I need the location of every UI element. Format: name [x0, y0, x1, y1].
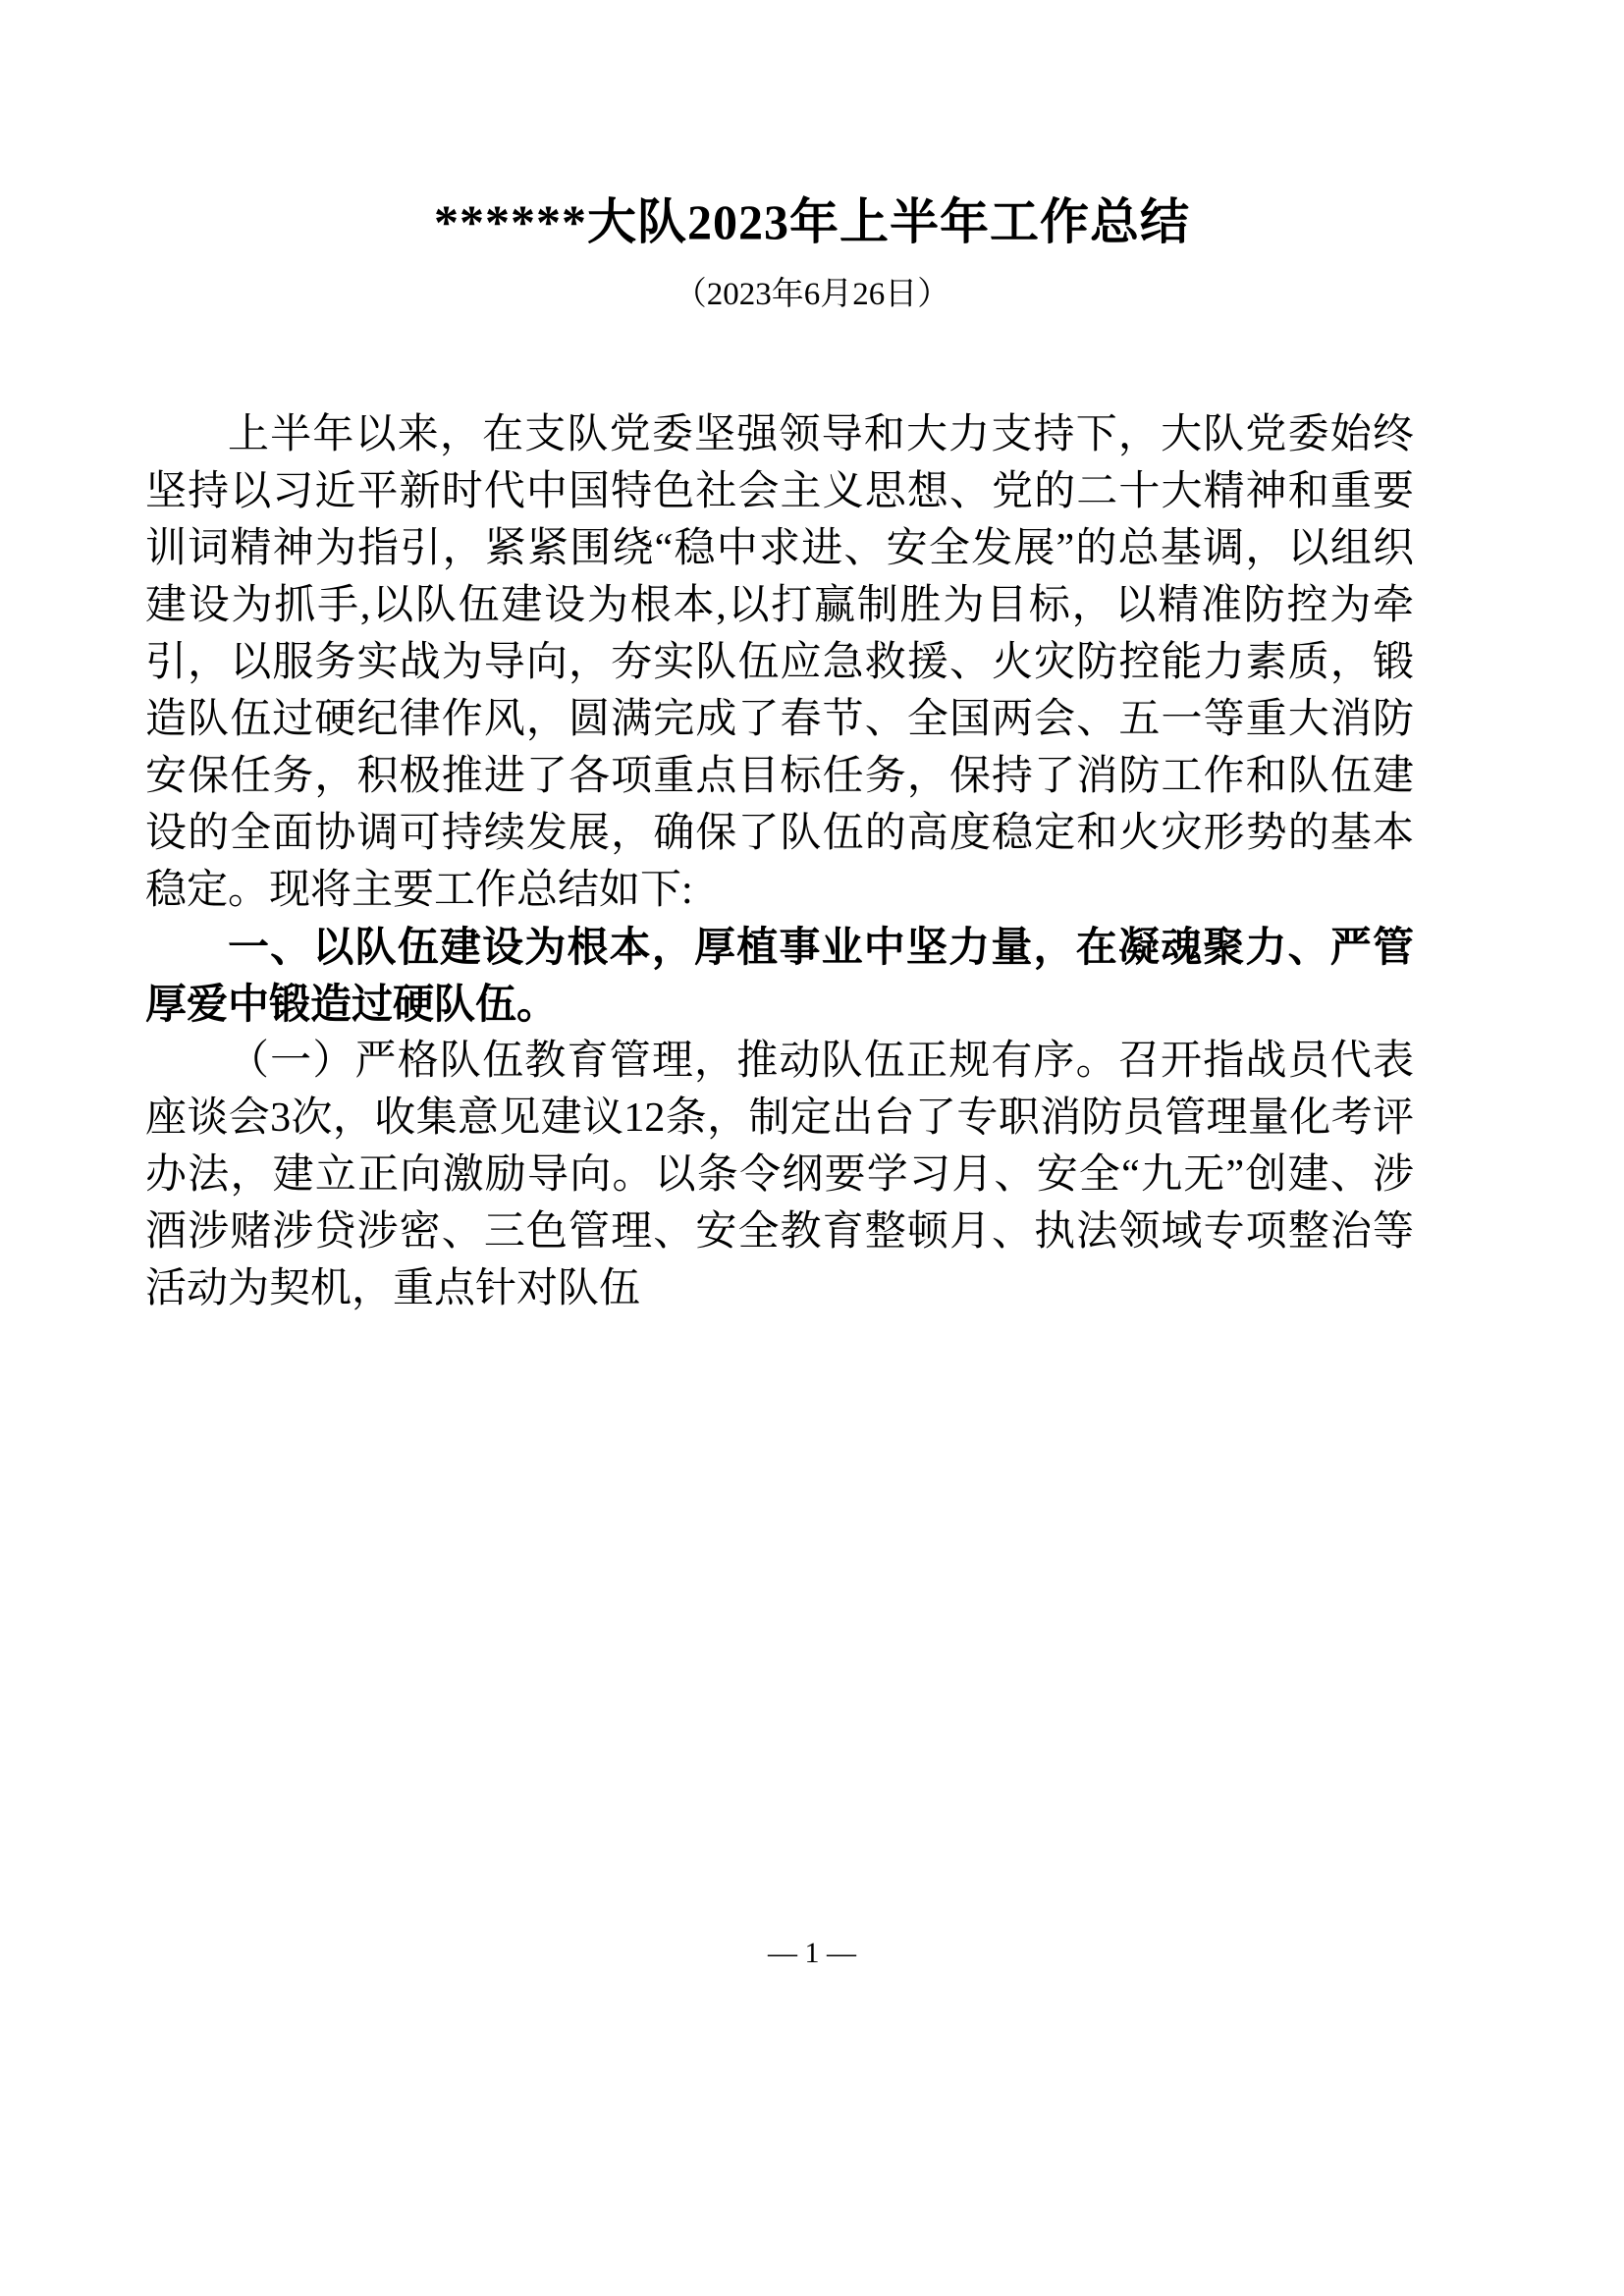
document-body	[145, 406, 1414, 1317]
subsection-body-text: 召开指战员代表座谈会3次，收集意见建议12条，制定出台了专职消防员管理量化考评办法，建立正向激励导向。以条令纲要学习月、安全“九无”创建、涉酒涉赌涉贷涉密、三色管理、安全教育整顿月、执法领域专项整治等活动为契机，重点针对队伍	[145, 1039, 1414, 1311]
document-title: ******大队2023年上半年工作总结	[434, 194, 1190, 249]
section-heading-1: 一、以队伍建设为根本，厚植事业中坚力量，在凝魂聚力、严管厚爱中锻造过硬队伍。	[145, 924, 1414, 1027]
subsection-lead-sentence: （一）严格队伍教育管理，推动队伍正规有序。	[228, 1039, 1118, 1084]
document-date-line: （2023年6月26日）	[674, 277, 950, 312]
paragraph-subsection-1	[145, 1033, 1414, 1317]
page-number: — 1 —	[768, 1937, 856, 1969]
paragraph-intro: 上半年以来，在支队党委坚强领导和大力支持下，大队党委始终坚持以习近平新时代中国特色社会主义思想、党的二十大精神和重要训词精神为指引，紧紧围绕“稳中求进、安全发展”的总基调，以组织建设为抓手,以队伍建设为根本,以打赢制胜为目标，以精准防控为牵引，以服务实战为导向，夯实队伍应急救援、火灾防控能力素质，锻造队伍过硬纪律作风，圆满完成了春节、全国两会、五一等重大消防安保任务，积极推进了各项重点目标任务，保持了消防工作和队伍建设的全面协调可持续发展，确保了队伍的高度稳定和火灾形势的基本稳定。现将主要工作总结如下:	[145, 412, 1414, 913]
